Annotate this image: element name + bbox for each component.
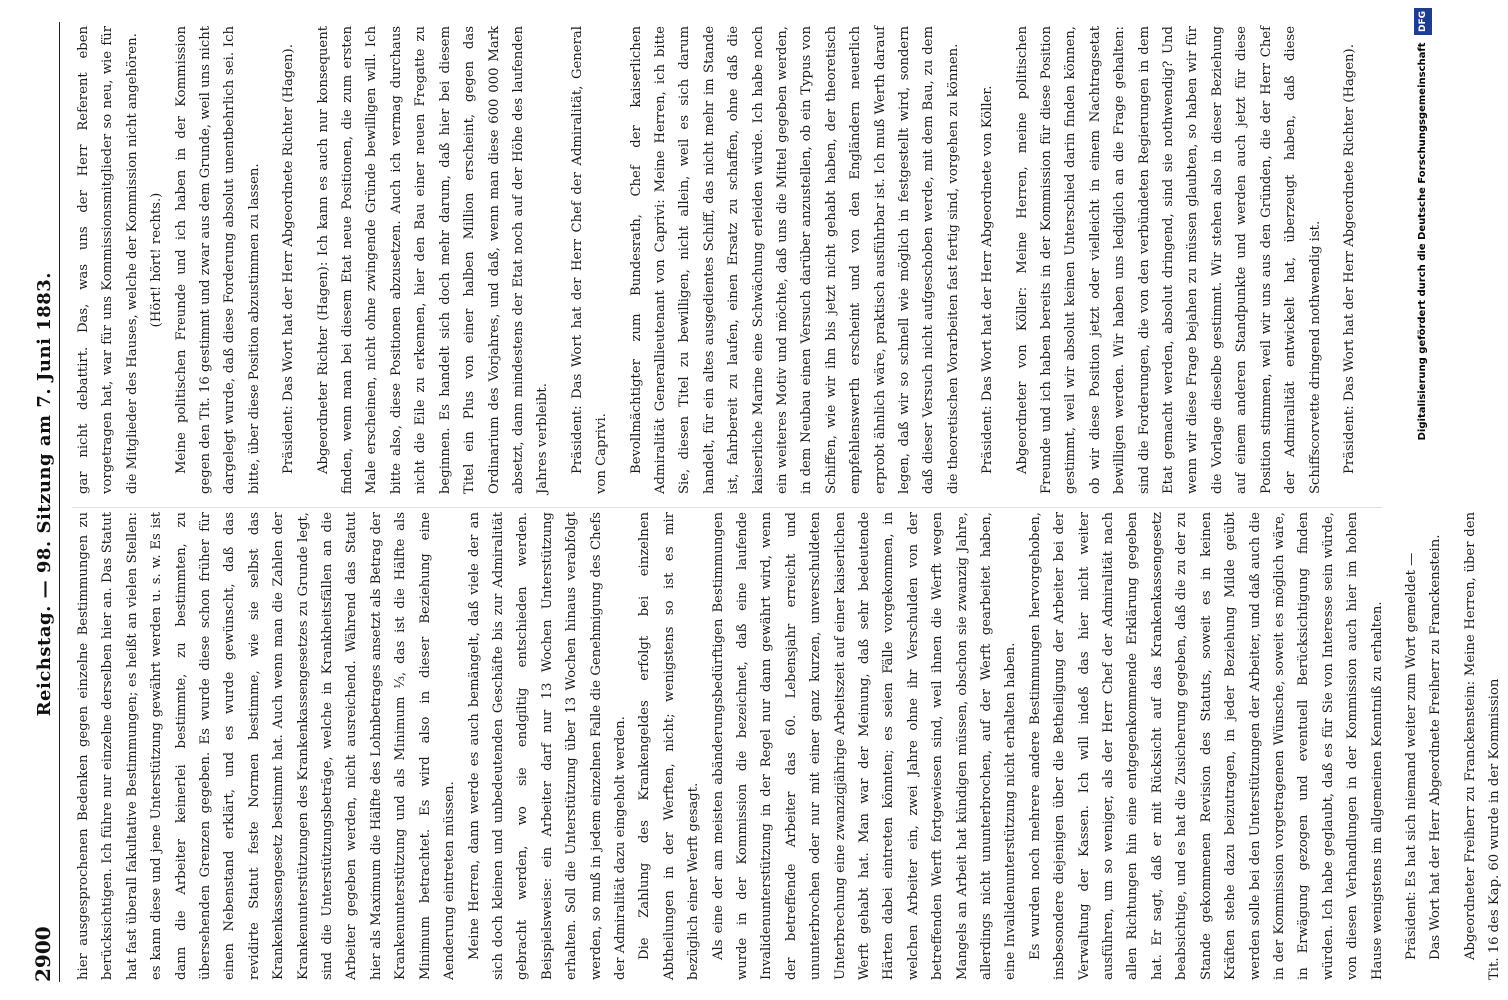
paragraph: Das Wort hat der Herr Abgeordnete Freiherr zu Franckenstein. bbox=[1428, 534, 1444, 960]
speaker-paragraph: Präsident: Es hat sich niemand weiter zum Wort gemeldet — bbox=[1403, 552, 1419, 960]
interjection: (Hört! hört! rechts.) bbox=[149, 192, 165, 328]
speaker-paragraph: Präsident: Das Wort hat der Herr Abgeordnete Richter (Hagen). bbox=[281, 44, 297, 474]
speaker-paragraph: Präsident: Das Wort hat der Herr Abgeordnete Richter (Hagen). bbox=[1341, 44, 1357, 474]
page-number: 2900 bbox=[31, 926, 55, 982]
dfg-credit-text: Digitalisierung gefördert durch die Deutsche Forschungsgemeinschaft bbox=[1417, 42, 1428, 441]
speaker-paragraph: Abgeordneter von Köller: Meine Herren, meine politischen Freunde und ich haben bereits in der Kommission für diese Position gestimmt, weil wir absolut keinen Unterschied darin finden können, ob wir diese Position jetzt oder vielleicht in einem Nachtragsetat bewilligen werden. Wir haben uns lediglich an die Frage gehalten: sind die Forderungen, die von den verbündeten Regierungen in dem Etat gemacht werden, absolut dringend, sind sie nothwendig? Und wenn wir diese Frage bejahen zu müssen glaubten, so haben wir für die Vorlage dieselbe gestimmt. Wir stehen also in dieser Beziehung auf einem anderen Standpunkte und werden auch jetzt für diese Position stimmen, weil wir uns aus den Gründen, die der Herr Chef der Admiralität entwickelt hat, überzeugt haben, daß diese Schiffscorvette dringend nothwendig ist. bbox=[1014, 26, 1323, 494]
speaker-paragraph: Präsident: Das Wort hat der Herr Abgeordnete von Köller. bbox=[980, 85, 996, 474]
column-divider bbox=[72, 507, 1382, 508]
speaker-paragraph: Präsident: Das Wort hat der Herr Chef der Admiralität, General von Caprivi. bbox=[569, 26, 610, 494]
paragraph: gar nicht debattirt. Das, was uns der Herr Referent eben vorgetragen hat, war für uns Kommissionsmitglieder so neu, wie für die Mitglieder des Hauses, welche der Kommission nicht angehören. bbox=[76, 26, 140, 494]
paragraph: Es wurden noch mehrere andere Bestimmungen hervorgehoben, insbesondere diejenigen über die Betheiligung der Arbeiter bei der Verwaltung der Kassen. Ich will indeß das hier nicht weiter ausführen, um so weniger, als der Herr Chef der Admiralität nach allen Richtungen hin eine entgegenkommende Erklärung gegeben hat. Er sagt, daß er mit Rücksicht auf das Krankenkassengesetz beabsichtige, und es hat die Zusicherung gegeben, daß die zu der zu Stande gekommenen Revision des Statuts, soweit es in keinen Kräften stehe dazu beizutragen, in jeder Beziehung Milde geübt werden solle bei den Unterstützungen der Arbeiter, und daß auch die in der Kommission vorgetragenen Wünsche, soweit es möglich wäre, in Erwägung gezogen und eventuell Berücksichtigung finden würden. Ich habe geglaubt, daß es für Sie von Interesse sein würde, von diesen Verhandlungen in der Kommission auch hier im hohen Hause wenigstens im allgemeinen Kenntniß zu erhalten. bbox=[1027, 512, 1385, 980]
page-title: Reichstag. — 98. Sitzung am 7. Juni 1883. bbox=[34, 271, 55, 717]
dfg-sidebar bbox=[1412, 0, 1432, 1000]
speaker-paragraph: Abgeordneter Freiherr zu Franckenstein: Meine Herren, über den Tit. 16 des Kap. 60 wurde in der Kommission bbox=[1462, 512, 1503, 980]
page-header bbox=[20, 22, 60, 982]
right-text-column bbox=[72, 26, 1392, 494]
dfg-credit bbox=[1414, 0, 1434, 1000]
speaker-paragraph: Bevollmächtigter zum Bundesrath, Chef der kaiserlichen Admiralität Generallieutenant von Caprivi: Meine Herren, ich bitte Sie, diesen Titel zu bewilligen, nicht allein, weil es sich darum handelt, für ein altes ausgedientes Schiff, das nicht mehr im Stande ist, fahrbereit zu laufen, einen Ersatz zu schaffen, ohne daß die kaiserliche Marine eine Schwächung erleiden würde. Ich habe noch ein weiteres Motiv und möchte, daß uns die Mittel gegeben werden, in dem Neubau einen Versuch darüber anzustellen, ob ein Typus von Schiffen, wie wir ihn bis jetzt nicht gehabt haben, der theoretisch empfehlenswerth erscheint und von den Engländern neuerlich erprobt ähnlich wäre, praktisch ausführbar ist. Ich muß Werth darauf legen, daß wir so schnell wie möglich in festgestellt wird, sondern daß dieser Versuch nicht aufgeschoben werde, mit dem Bau, zu dem die theoretischen Vorarbeiten fast fertig sind, vorgehen zu können. bbox=[628, 26, 961, 494]
paragraph: hier ausgesprochenen Bedenken gegen einzelne Bestimmungen zu berücksichtigen. Ich führe nur einzelne derselben hier an. Das Statut hat fast überall fakultative Bestimmungen; es heißt an vielen Stellen: es kann diese und jene Unterstützung gewährt werden u. s. w. Es ist dann die Arbeiter keinerlei bestimmte, zu bestimmten, zu übersehenden Grenzen gegeben. Es wurde diese schon früher für einen Nebenstand erklärt, und es wurde gewünscht, daß das revidirte Statut feste Normen bestimme, wie sie selbst das Krankenkassengesetz bestimmt hat. Auch wenn man die Zahlen der Krankenunterstützungen des Krankenkassengesetzes zu Grunde legt, sind die Unterstützungsbeträge, welche in Krankheitsfällen an die Arbeiter gegeben werden, nicht ausreichend. Während das Statut hier als Maximum die Hälfte des Lohnbetrages ansetzt als Betrag der Krankenunterstützung und als Minimum ⅓, das ist die Hälfte als Minimum betrachtet. Es wird also in dieser Beziehung eine Aenderung eintreten müssen. bbox=[76, 512, 458, 980]
paragraph: Die Zahlung des Krankengeldes erfolgt bei einzelnen Abtheilungen in der Werften, nicht; wenigstens so ist es mir bezüglich einer Werft gesagt. bbox=[637, 512, 702, 980]
dfg-logo-badge: DFG bbox=[1414, 8, 1432, 35]
paragraph: Meine politischen Freunde und ich haben in der Kommission gegen den Tit. 16 gestimmt und zwar aus dem Grunde, weil uns nicht dargelegt wurde, daß diese Forderung absolut unentbehrlich sei. Ich bitte, über diese Position abzustimmen zu lassen. bbox=[173, 26, 262, 494]
paragraph: Als eine der am meisten abänderungsbedürftigen Bestimmungen wurde in der Kommission die bezeichnet, daß eine laufende Invalidenunterstützung in der Regel nur dann gewährt wird, wenn der betreffende Arbeiter das 60. Lebensjahr erreicht und ununterbrochen oder nur mit einer ganz kurzen, unverschuldeten Unterbrechung eine zwanzigjährige Arbeitszeit auf einer kaiserlichen Werft gehabt hat. Man war der Meinung, daß sehr bedeutende Härten dabei eintreten könnten; es seien Fälle vorgekommen, in welchen Arbeiter ein, zwei Jahre ohne ihr Verschulden von der betreffenden Werft fortgewiesen sind, weil ihnen die Werft wegen Mangels an Arbeit hat kündigen müssen, obschon sie zwanzig Jahre, allerdings nicht ununterbrochen, auf der Werft gearbeitet haben, eine Invalidenunterstützung nicht erhalten haben. bbox=[710, 512, 1019, 980]
speaker-paragraph: Abgeordneter Richter (Hagen): Ich kann es auch nur konsequent finden, wenn man bei diesem Etat neue Positionen, die zum ersten Male erscheinen, nicht ohne zwingende Gründe bewilligen will. Ich bitte also, diese Positionen abzusetzen. Auch ich vermag durchaus nicht die Eile zu erkennen, hier den Bau einer neuen Fregatte zu beginnen. Es handelt sich doch mehr darum, daß hier bei diesem Titel ein Plus von einer halben Million erscheint, gegen das Ordinarium des Vorjahres, und daß, wenn man diese 600 000 Mark absetzt, dann mindestens der Etat noch auf der Höhe des laufenden Jahres verbleibt. bbox=[315, 26, 551, 494]
paragraph: Meine Herren, dann werde es auch bemängelt, daß viele der an sich doch kleinen und unbedeutenden Geschäfte bis zur Admiralität gebracht werden, wo sie endgiltig entschieden werden. Beispielsweise: ein Arbeiter darf nur 13 Wochen Unterstützung erhalten. Soll die Unterstützung über 13 Wochen hinaus verabfolgt werden, so muß in jedem einzelnen Falle die Genehmigung des Chefs der Admiralität dazu eingeholt werden. bbox=[466, 512, 628, 980]
left-text-column bbox=[72, 512, 1503, 980]
